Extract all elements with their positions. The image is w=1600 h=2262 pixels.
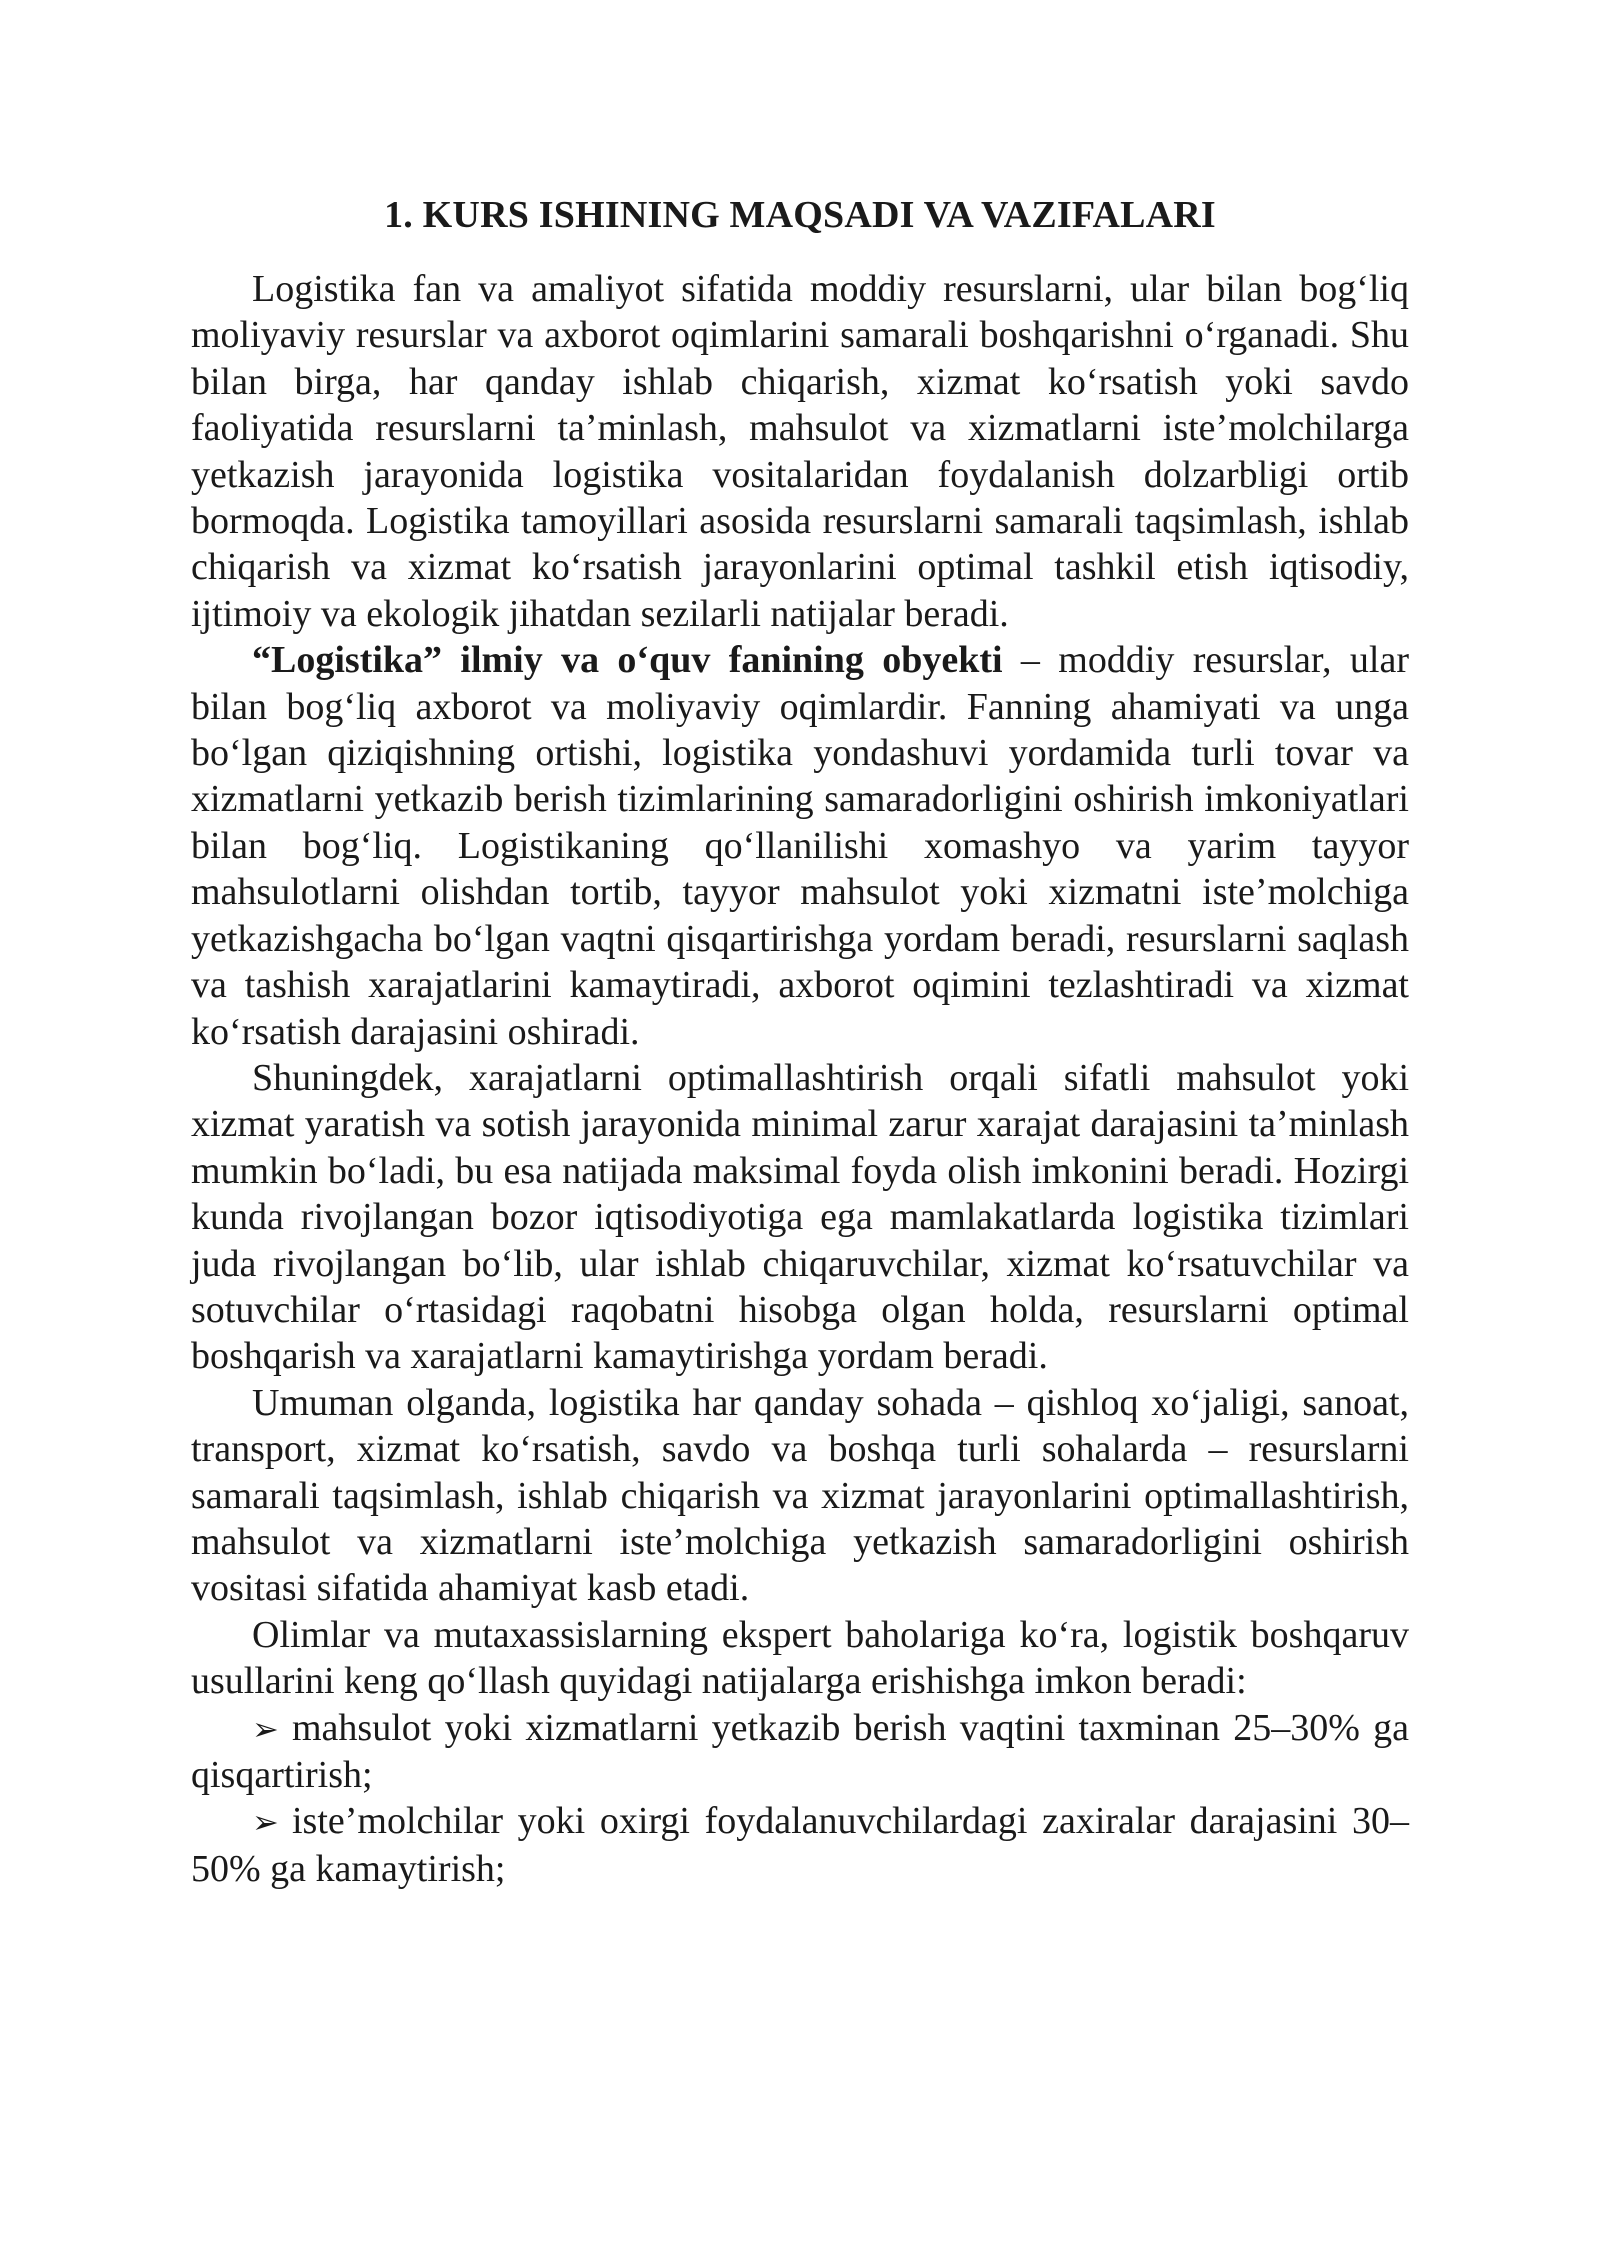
paragraph-costs xyxy=(191,1055,1409,1380)
list-item xyxy=(191,1798,1409,1892)
bold-term: “Logistika” ilmiy va o‘quv fanining obyekti xyxy=(252,639,1003,682)
section-title: 1. KURS ISHINING MAQSADI VA VAZIFALARI xyxy=(384,194,1216,236)
paragraph-text: Shuningdek, xarajatlarni optimallashtirish orqali sifatli mahsulot yoki xizmat yaratish va sotish jarayonida minimal zarur xarajat darajasini ta’minlash mumkin bo‘ladi, bu esa natijada maksimal foyda olish imkonini beradi. Hozirgi kunda rivojlangan bozor iqtisodiyotiga ega mamlakatlarda logistika tizimlari juda rivojlangan bo‘lib, ular ishlab chiqaruvchilar, xizmat ko‘rsatuvchilar va sotuvchilar o‘rtasidagi raqobatni hisobga olgan holda, resurslarni optimal boshqarish va xarajatlarni kamaytirishga yordam beradi. xyxy=(191,1056,1409,1378)
list-item xyxy=(191,1705,1409,1799)
paragraph-expert xyxy=(191,1612,1409,1705)
paragraph-summary xyxy=(191,1380,1409,1612)
arrowhead-bullet-icon: ➢ xyxy=(252,1709,279,1748)
paragraph-text: Umuman olganda, logistika har qanday sohada – qishloq xo‘jaligi, sanoat, transport, xizmat ko‘rsatish, savdo va boshqa turli sohalarda – resurslarni samarali taqsimlash, ishlab chiqarish va xizmat jarayonlarini optimallashtirish, mahsulot va xizmatlarni iste’molchiga yetkazish samaradorligini oshirish vositasi sifatida ahamiyat kasb etadi. xyxy=(191,1381,1409,1610)
document-body xyxy=(191,186,1409,1892)
arrowhead-bullet-icon: ➢ xyxy=(252,1803,279,1842)
paragraph-text: – moddiy resurslar, ular bilan bog‘liq axborot va moliyaviy oqimlardir. Fanning ahamiyati va unga bo‘lgan qiziqishning ortishi, logistika yondashuvi yordamida turli tovar va xizmatlarni yetkazib berish tizimlarining samaradorligini oshirish imkoniyatlari bilan bog‘liq. Logistikaning qo‘llanilishi xomashyo va yarim tayyor mahsulotlarni olishdan tortib, tayyor mahsulot yoki xizmatni iste’molchiga yetkazishgacha bo‘lgan vaqtni qisqartirishga yordam beradi, resurslarni saqlash va tashish xarajatlarini kamaytiradi, axborot oqimini tezlashtiradi va xizmat ko‘rsatish darajasini oshiradi. xyxy=(191,639,1409,1053)
list-item-text: mahsulot yoki xizmatlarni yetkazib berish vaqtini taxminan 25–30% ga qisqartirish; xyxy=(191,1706,1409,1796)
list-item-text: iste’molchilar yoki oxirgi foydalanuvchilardagi zaxiralar darajasini 30–50% ga kamaytirish; xyxy=(191,1800,1409,1890)
paragraph-text: Olimlar va mutaxassislarning ekspert baholariga ko‘ra, logistik boshqaruv usullarini keng qo‘llash quyidagi natijalarga erishishga imkon beradi: xyxy=(191,1613,1409,1703)
paragraph-text: Logistika fan va amaliyot sifatida moddiy resurslarni, ular bilan bog‘liq moliyaviy resurslar va axborot oqimlarini samarali boshqarishni o‘rganadi. Shu bilan birga, har qanday ishlab chiqarish, xizmat ko‘rsatish yoki savdo faoliyatida resurslarni ta’minlash, mahsulot va xizmatlarni iste’molchilarga yetkazish jarayonida logistika vositalaridan foydalanish dolzarbligi ortib bormoqda. Logistika tamoyillari asosida resurslarni samarali taqsimlash, ishlab chiqarish va xizmat ko‘rsatish jarayonlarini optimal tashkil etish iqtisodiy, ijtimoiy va ekologik jihatdan sezilarli natijalar beradi. xyxy=(191,268,1409,635)
paragraph-object xyxy=(191,637,1409,1055)
paragraph-intro xyxy=(191,266,1409,637)
